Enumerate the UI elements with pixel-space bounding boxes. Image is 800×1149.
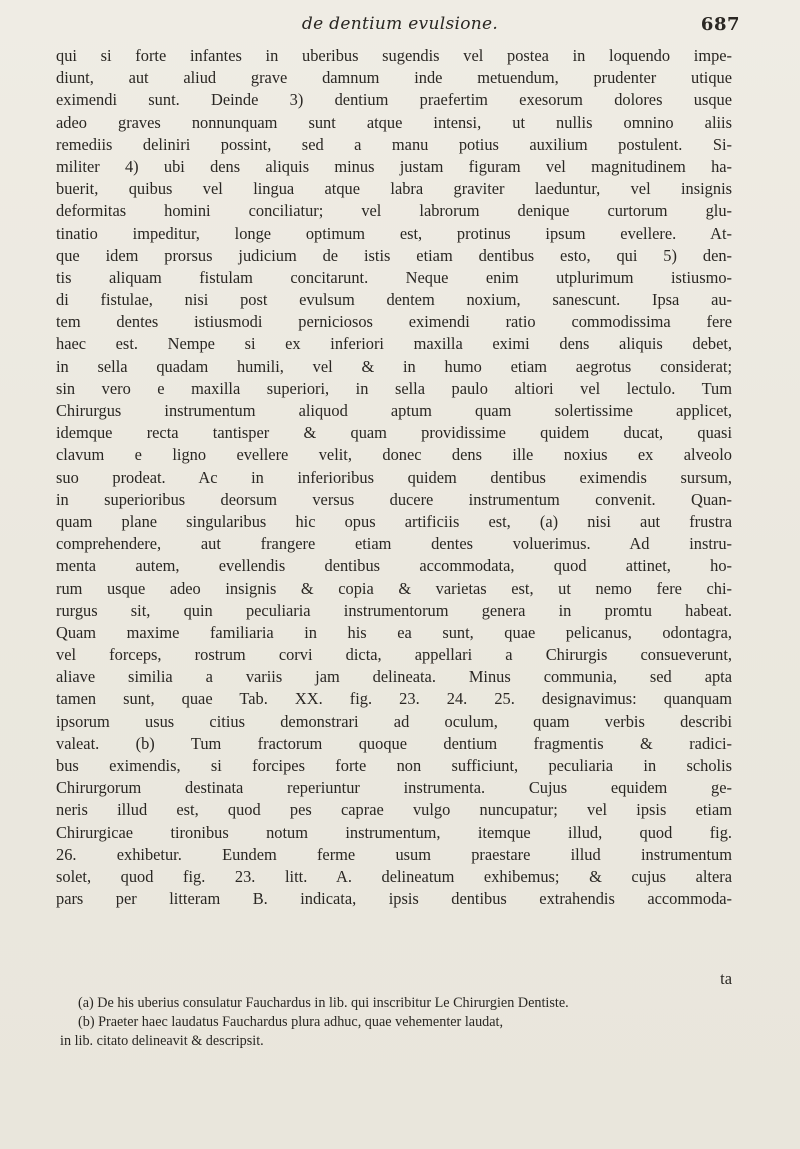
text-line: eximendi sunt. Deinde 3) dentium praefertim exesorum dolores usque — [56, 90, 732, 110]
text-line: idemque recta tantisper & quam providissime quidem ducat, quasi — [56, 423, 732, 443]
text-line: Chirurgorum destinata reperiuntur instrumenta. Cujus equidem ge- — [56, 778, 732, 798]
running-head: de dentium evulsione. — [301, 14, 499, 34]
body-text — [56, 45, 732, 910]
footnote-a: (a) De his uberius consulatur Fauchardus in lib. qui inscribitur Le Chirurgien Dentiste. — [78, 995, 569, 1011]
text-line: tem dentes istiusmodi perniciosos eximendi ratio commodissima fere — [56, 312, 732, 332]
text-line: neris illud est, quod pes caprae vulgo nuncupatur; vel ipsis etiam — [56, 800, 732, 820]
text-line: haec est. Nempe si ex inferiori maxilla eximi dens aliquis debet, — [56, 334, 732, 354]
footnote-b-continued: in lib. citato delineavit & descripsit. — [60, 1033, 264, 1049]
text-line: di fistulae, nisi post evulsum dentem noxium, sanescunt. Ipsa au- — [56, 290, 732, 310]
text-line: aliave similia a variis jam delineata. Minus communia, sed apta — [56, 667, 732, 687]
page-header — [60, 14, 740, 40]
text-line: buerit, quibus vel lingua atque labra graviter laeduntur, vel insignis — [56, 179, 732, 199]
text-line: pars per litteram B. indicata, ipsis dentibus extrahendis accommoda- — [56, 889, 732, 909]
footnotes — [60, 994, 732, 1051]
text-line: deformitas homini conciliatur; vel labrorum denique curtorum glu- — [56, 201, 732, 221]
text-line: bus eximendis, si forcipes forte non sufficiunt, peculiaria in scholis — [56, 756, 732, 775]
text-line: Quam maxime familiaria in his ea sunt, quae pelicanus, odontagra, — [56, 622, 732, 642]
text-line: Chirurgus instrumentum aliquod aptum quam solertissime applicet, — [56, 401, 732, 420]
text-line: tamen sunt, quae Tab. XX. fig. 23. 24. 25. designavimus: quanquam — [56, 689, 732, 709]
text-line: solet, quod fig. 23. litt. A. delineatum exhibemus; & cujus altera — [56, 866, 732, 886]
text-line: rurgus sit, quin peculiaria instrumentorum genera in promtu habeat. — [56, 600, 732, 620]
text-line: militer 4) ubi dens aliquis minus justam figuram vel magnitudinem ha- — [56, 156, 732, 176]
text-line: valeat. (b) Tum fractorum quoque dentium fragmentis & radici- — [56, 733, 732, 753]
text-line: 26. exhibetur. Eundem ferme usum praestare illud instrumentum — [56, 844, 732, 864]
text-line: suo prodeat. Ac in inferioribus quidem dentibus eximendis sursum, — [56, 467, 732, 487]
text-line: clavum e ligno evellere velit, donec dens ille noxius ex alveolo — [56, 445, 732, 465]
text-line: qui si forte infantes in uberibus sugendis vel postea in loquendo impe- — [56, 46, 732, 65]
text-line: tis aliquam fistulam concitarunt. Neque enim utplurimum istiusmo- — [56, 267, 732, 287]
text-line: quam plane singularibus hic opus artificiis est, (a) nisi aut frustra — [56, 511, 732, 531]
footnote-b: (b) Praeter haec laudatus Fauchardus plura adhuc, quae vehementer laudat, — [78, 1014, 504, 1030]
text-line: sin vero e maxilla superiori, in sella paulo altiori vel lectulo. Tum — [56, 378, 732, 398]
catchword-row — [56, 969, 732, 991]
text-line: vel forceps, rostrum corvi dicta, appellari a Chirurgis consueverunt, — [56, 645, 732, 665]
text-line: rum usque adeo insignis & copia & varietas est, ut nemo fere chi- — [56, 578, 732, 598]
text-line: comprehendere, aut frangere etiam dentes voluerimus. Ad instru- — [56, 534, 732, 554]
text-line: in superioribus deorsum versus ducere instrumentum convenit. Quan- — [56, 489, 732, 509]
text-line: diunt, aut aliud grave damnum inde metuendum, prudenter utique — [56, 68, 732, 88]
text-line: in sella quadam humili, vel & in humo etiam aegrotus considerat; — [56, 356, 732, 376]
text-line: tinatio impeditur, longe optimum est, protinus ipsum evellere. At- — [56, 223, 732, 243]
text-line: que idem prorsus judicium de istis etiam dentibus esto, qui 5) den- — [56, 245, 732, 265]
text-line: Chirurgicae tironibus notum instrumentum, itemque illud, quod fig. — [56, 822, 732, 842]
catchword: ta — [720, 969, 732, 988]
page-number: 687 — [700, 14, 740, 35]
text-line: menta autem, evellendis dentibus accommodata, quod attinet, ho- — [56, 556, 732, 576]
text-line: adeo graves nonnunquam sunt atque intensi, ut nullis omnino aliis — [56, 112, 732, 132]
text-line: ipsorum usus citius demonstrari ad oculum, quam verbis describi — [56, 711, 732, 731]
text-line: remediis deliniri possint, sed a manu potius auxilium postulent. Si- — [56, 134, 732, 154]
